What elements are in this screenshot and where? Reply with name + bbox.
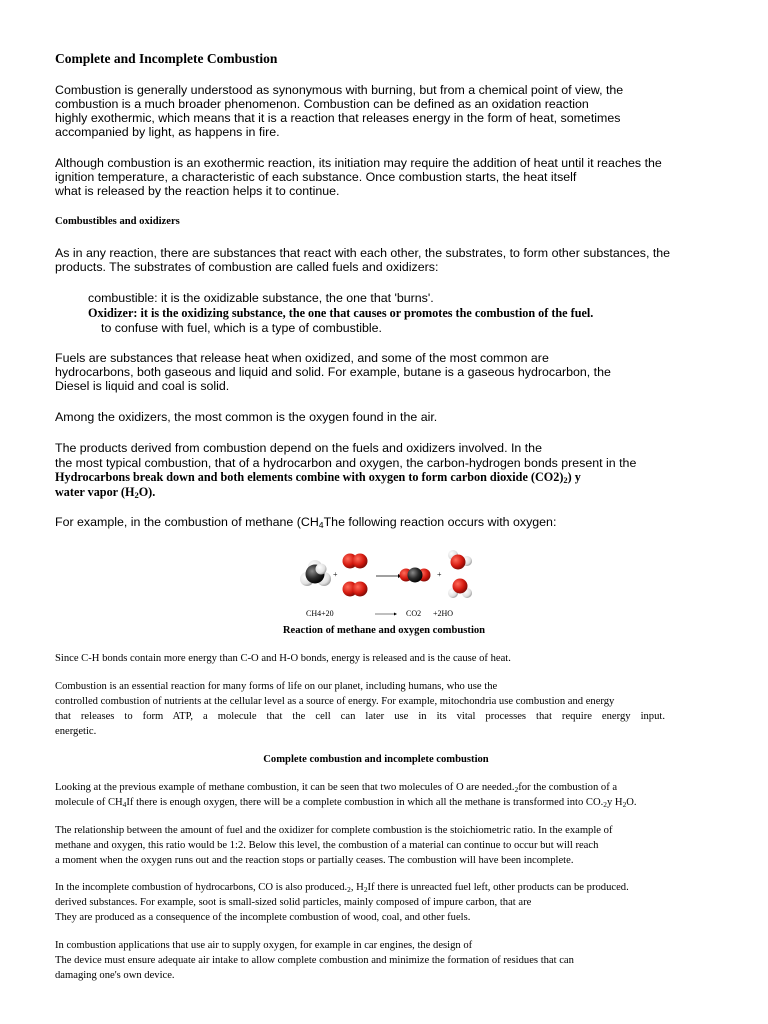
- text-run: If there is enough oxygen, there will be a complete combustion in which all the methane is transformed into CO.: [126, 797, 604, 808]
- paragraph-line: what is released by the reaction helps it to continue.: [55, 184, 340, 198]
- text-run: O.: [626, 797, 637, 808]
- paragraph-line: As in any reaction, there are substances that react with each other, the substrates, to form other substances, the: [55, 246, 671, 260]
- document-title: Complete and Incomplete Combustion: [55, 51, 278, 66]
- oxygen-molecule-icon: [343, 582, 368, 597]
- paragraph-line: highly exothermic, which means that it is a reaction that releases energy in the form of heat, sometimes: [55, 111, 621, 125]
- text-run: In the incomplete combustion of hydrocarbons, CO is also produced.: [55, 882, 348, 893]
- paragraph-line: They are produced as a consequence of the incomplete combustion of wood, coal, and other fuels.: [55, 912, 471, 923]
- reaction-figure: [290, 543, 490, 613]
- paragraph-line: controlled combustion of nutrients at the cellular level as a source of energy. For example, mitochondria use combustion and energy: [55, 696, 615, 707]
- paragraph-line: energetic.: [55, 726, 97, 737]
- paragraph-line: a moment when the oxygen runs out and the reaction stops or partially ceases. The combustion will have been incomplete.: [55, 855, 574, 866]
- text-run: If there is unreacted fuel left, other products can be produced.: [367, 882, 629, 893]
- subscript: 2: [134, 490, 139, 500]
- subscript: 4: [122, 800, 127, 809]
- methane-molecule-icon: [300, 560, 331, 586]
- subscript: 2: [514, 785, 519, 794]
- paragraph-line: damaging one's own device.: [55, 970, 175, 981]
- paragraph-line: Since C-H bonds contain more energy than C-O and H-O bonds, energy is released and is the cause of heat.: [55, 653, 511, 664]
- text-run: for the combustion of a: [518, 782, 618, 793]
- text-run: , H: [350, 882, 364, 893]
- paragraph-line: The device must ensure adequate air intake to allow complete combustion and minimize the formation of residues that can: [55, 955, 574, 966]
- paragraph-line: In combustion applications that use air to supply oxygen, for example in car engines, the design of: [55, 940, 473, 951]
- subscript: 2: [347, 885, 351, 894]
- subscript: 2: [622, 800, 627, 809]
- paragraph-line: Although combustion is an exothermic reaction, its initiation may require the addition of heat until it reaches the: [55, 156, 662, 170]
- paragraph-line: accompanied by light, as happens in fire.: [55, 125, 280, 139]
- section-heading: Complete combustion and incomplete combustion: [263, 754, 489, 765]
- text-run: molecule of CH: [55, 797, 123, 808]
- subscript: 2: [363, 885, 368, 894]
- list-item-text: Oxidizer: it is the oxidizing substance, the one that causes or promotes the combustion of the fuel.: [88, 306, 594, 320]
- text-run: Hydrocarbons break down and both elements combine with oxygen to form carbon dioxide (CO2): [55, 470, 564, 484]
- paragraph-line: The products derived from combustion depend on the fuels and oxidizers involved. In the: [55, 441, 542, 455]
- label-arrow-icon: [375, 611, 397, 617]
- paragraph-line: [55, 515, 556, 529]
- paragraph-line: [55, 782, 617, 793]
- list-item-continuation: to confuse with fuel, which is a type of combustible.: [101, 321, 382, 335]
- subscript: 4: [318, 520, 324, 530]
- carbon-dioxide-molecule-icon: [400, 568, 431, 583]
- text-run: y H: [606, 797, 623, 808]
- paragraph-line: products. The substrates of combustion are called fuels and oxidizers:: [55, 260, 439, 274]
- list-item: [76, 291, 434, 305]
- figure-caption: Reaction of methane and oxygen combustion: [282, 625, 486, 636]
- paragraph-line: Combustion is generally understood as synonymous with burning, but from a chemical point of view, the: [55, 83, 624, 97]
- section-heading: Combustibles and oxidizers: [55, 216, 180, 227]
- paragraph-line: Combustion is an essential reaction for many forms of life on our planet, including humans, who use the: [55, 681, 498, 692]
- subscript: 2: [603, 800, 607, 809]
- figure-label-water: +2HO: [433, 609, 454, 618]
- water-molecule-icon: [448, 550, 472, 570]
- paragraph-line: ignition temperature, a characteristic of each substance. Once combustion starts, the heat itself: [55, 170, 577, 184]
- text-run: Looking at the previous example of methane combustion, it can be seen that two molecules of O are needed.: [55, 782, 515, 793]
- paragraph-line: [55, 797, 637, 808]
- water-molecule-icon: [448, 579, 472, 599]
- plus-sign: +: [437, 570, 442, 579]
- paragraph-line: hydrocarbons, both gaseous and liquid and solid. For example, butane is a gaseous hydrocarbon, the: [55, 365, 611, 379]
- paragraph-line: [55, 882, 629, 893]
- figure-label-co2: CO2: [406, 609, 422, 618]
- oxygen-molecule-icon: [343, 554, 368, 569]
- list-item-text: combustible: it is the oxidizable substance, the one that 'burns'.: [88, 291, 434, 305]
- paragraph-line: Diesel is liquid and coal is solid.: [55, 379, 230, 393]
- paragraph-line: [55, 485, 155, 500]
- paragraph-line: methane and oxygen, this ratio would be 1:2. Below this level, the combustion of a material can continue to occur but will reach: [55, 840, 599, 851]
- list-item: [76, 306, 593, 321]
- paragraph-line: [55, 470, 581, 485]
- paragraph-line: Among the oxidizers, the most common is the oxygen found in the air.: [55, 410, 438, 424]
- figure-label-reactants: CH4+20: [306, 609, 334, 618]
- paragraph-line: Fuels are substances that release heat when oxidized, and some of the most common are: [55, 351, 549, 365]
- text-run: O).: [138, 485, 156, 499]
- paragraph-line: that releases to form ATP, a molecule that the cell can later use in its vital processes that require energy input.: [55, 711, 665, 722]
- paragraph-line: the most typical combustion, that of a hydrocarbon and oxygen, the carbon-hydrogen bonds present in the: [55, 456, 637, 470]
- paragraph-line: The relationship between the amount of fuel and the oxidizer for complete combustion is the stoichiometric ratio. In the example of: [55, 825, 613, 836]
- plus-sign: +: [333, 570, 338, 579]
- paragraph-line: derived substances. For example, soot is small-sized solid particles, mainly composed of impure carbon, that are: [55, 897, 532, 908]
- subscript: 2: [563, 475, 568, 485]
- text-run: For example, in the combustion of methane (CH: [55, 515, 319, 529]
- text-run: ) y: [567, 470, 581, 484]
- paragraph-line: combustion is a much broader phenomenon. Combustion can be defined as an oxidation reaction: [55, 97, 589, 111]
- text-run: The following reaction occurs with oxygen:: [323, 515, 557, 529]
- text-run: water vapor (H: [55, 485, 135, 499]
